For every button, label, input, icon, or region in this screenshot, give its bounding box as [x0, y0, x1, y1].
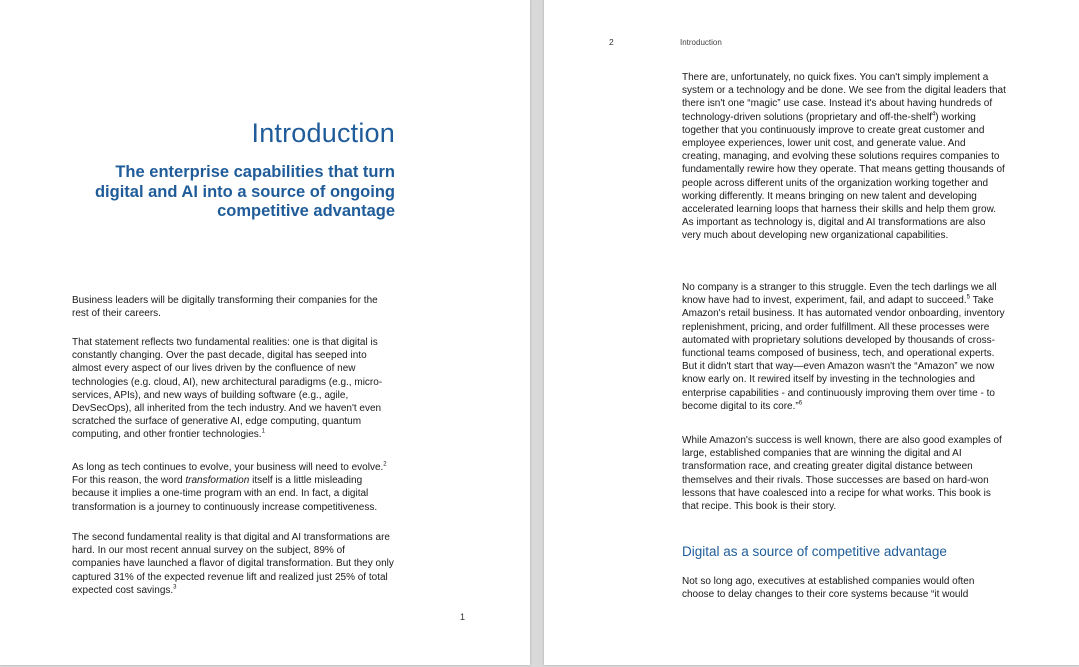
footnote-ref-5[interactable]: 5 — [966, 294, 970, 301]
running-header-title: Introduction — [680, 38, 722, 47]
paragraph-3: While Amazon's success is well known, there are also good examples of large, established companies that are winning the digital and AI transformation race, and creating greater digital distance between themselves and their rivals. Those successes are based on hard-won lessons that have coalesced into a recipe for what works. This book is that recipe. This book is their story. — [682, 435, 1002, 513]
footnote-ref-2[interactable]: 2 — [383, 461, 387, 468]
footnote-ref-1[interactable]: 1 — [261, 429, 265, 436]
paragraph-1: Business leaders will be digitally transforming their companies for the rest of their careers. — [72, 295, 378, 320]
footnote-ref-4[interactable]: 4 — [931, 111, 936, 118]
footnote-ref-6[interactable]: 6 — [798, 400, 803, 407]
paragraph-3: As long as tech continues to evolve, your business will need to evolve.$^2$ For this reason, the word transformation itself is a little misleading because it implies a one-time program with an end. In fact, a digital transformation is a journey to continuously increase competitiveness. — [72, 461, 387, 513]
paragraph-2: That statement reflects two fundamental realities: one is that digital is constantly changing. Over the past decade, digital has seeped into almost every aspect of our lives driven by the confluence of new technologies (e.g. cloud, AI), new architectural paradigms (e.g., micro-services, APIs), and new ways of building software (e.g., agile, DevSecOps), all inherited from the tech industry. And we haven't even scratched the surface of generative AI, edge computing, quantum computing, and other frontier technologies.$^1$ — [72, 337, 383, 441]
paragraph-2: No company is a stranger to this struggle. Even the tech darlings we all know have had to invest, experiment, fail, and adapt to succeed.$^5$ Take Amazon's retail business. It has automated vendor onboarding, inventory replenishment, pricing, and order fulfillment. All these processes were automated with proprietary solutions developed by thousands of cross-functional teams composed of business, tech, and operational experts. But it didn't start that way—even Amazon wasn't the “Amazon” we now know early on. It rewired itself by investing in the technologies and enterprise capabilities - and continuously improving them over time - to become digital to its core.”$^6$ — [682, 282, 1005, 412]
paragraph-4: The second fundamental reality is that digital and AI transformations are hard. In our most recent annual survey on the subject, 89% of companies have launched a flavor of digital transformation. But they only captured 31% of the expected revenue lift and realized just 25% of total expected cost savings.$^3$ — [72, 532, 394, 596]
chapter-subtitle: The enterprise capabilities that turn digital and AI into a source of ongoing competitive advantage — [94, 163, 395, 220]
left-page — [0, 0, 530, 665]
paragraph-4: Not so long ago, executives at established companies would often choose to delay changes to their core systems because “it would — [682, 576, 975, 601]
section-heading: Digital as a source of competitive advantage — [682, 544, 947, 559]
paragraph-1: There are, unfortunately, no quick fixes. You can't simply implement a system or a technology and be done. We see from the digital leaders that there isn't one “magic” use case. Instead it's about having hundreds of technology-driven solutions (proprietary and off-the-shelf$^4$) working together that you continuously improve to create great customer and employee experiences, lower unit cost, and generate value. And creating, managing, and evolving these solutions requires companies to fundamentally rewire how they operate. That means getting thousands of people across different units of the organization working together and working differently. It means bringing on new talent and developing accelerated learning loops that harness their skills and help them grow. As important as technology is, digital and AI transformations are also very much about developing new organizational capabilities. — [682, 72, 1006, 242]
page-number: 1 — [460, 612, 466, 622]
running-header-page-number: 2 — [609, 37, 614, 47]
footnote-ref-3[interactable]: 3 — [173, 584, 177, 591]
chapter-title: Introduction — [251, 118, 395, 148]
right-page — [544, 0, 1079, 665]
